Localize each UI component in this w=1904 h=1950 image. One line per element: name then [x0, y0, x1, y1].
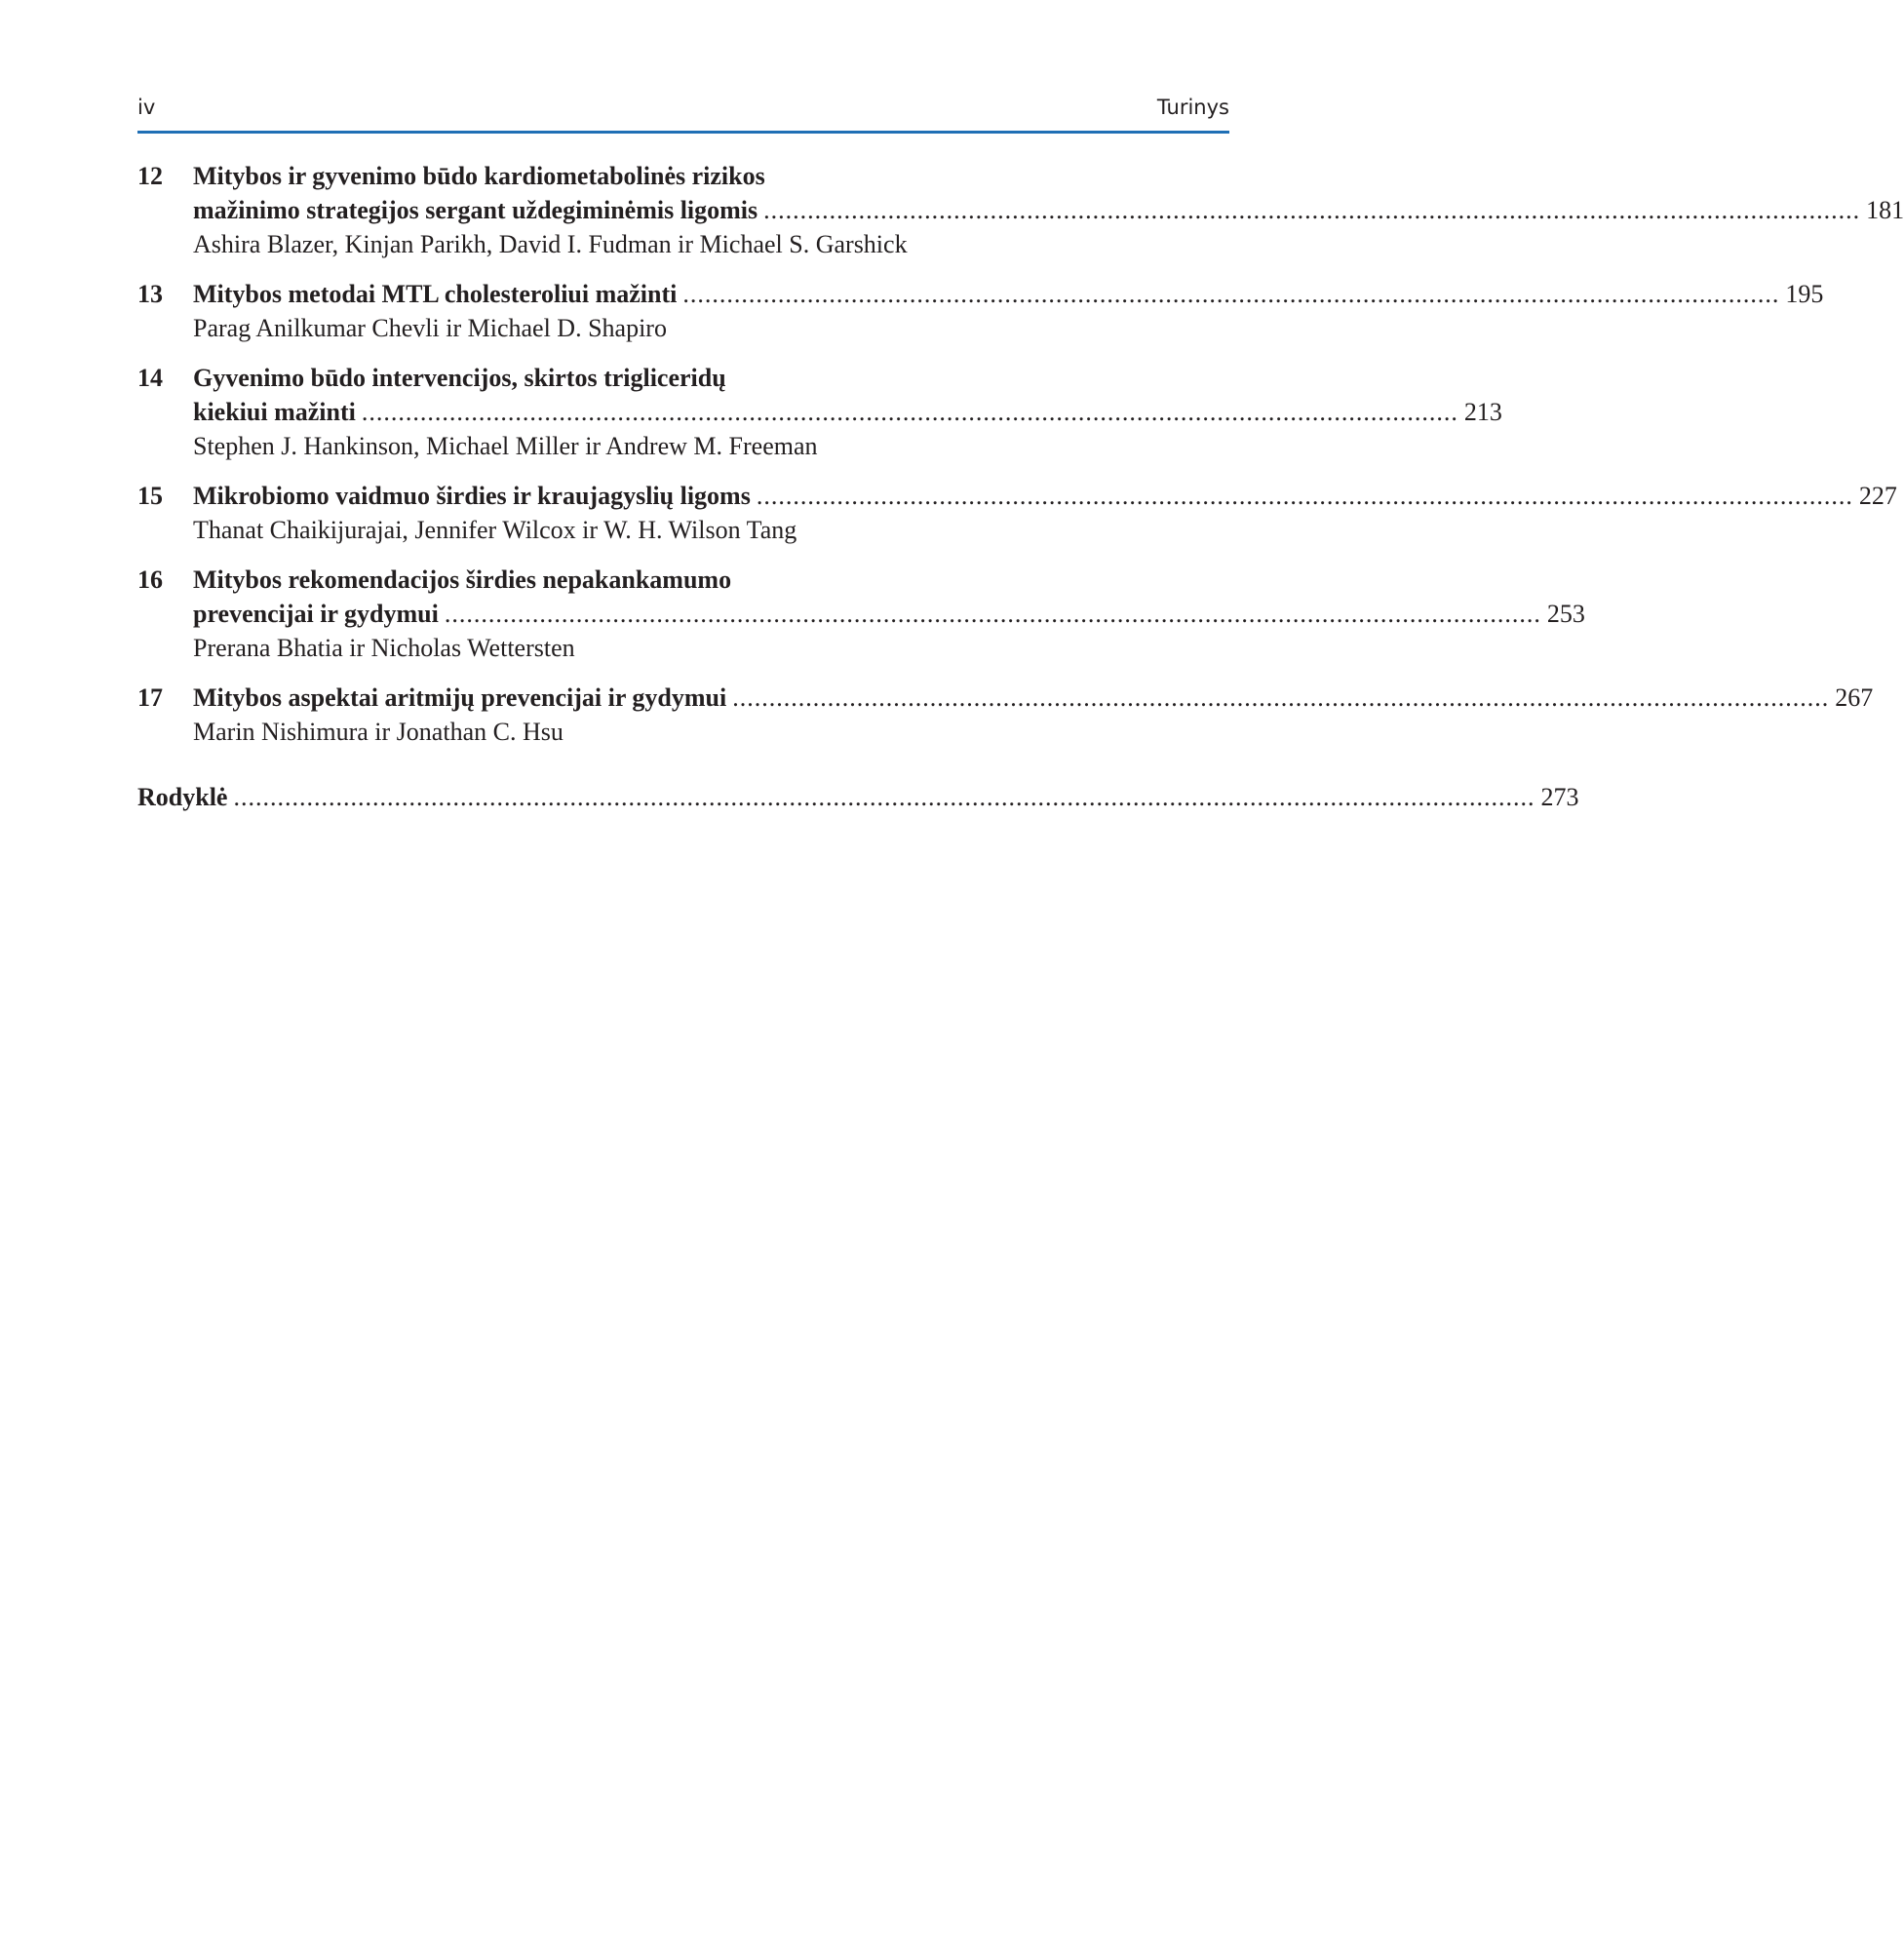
chapter-title-line: Mitybos metodai MTL cholesteroliui mažinti: [193, 280, 678, 308]
chapter-title-line: mažinimo strategijos sergant uždegiminėmis ligomis: [193, 196, 758, 224]
chapter-title-line: prevencijai ir gydymui: [193, 600, 439, 628]
dot-leader: ......................................................................................................................................................: [763, 196, 1861, 224]
dot-leader: ..................................................................................................................................................................................: [233, 783, 1535, 811]
chapter-title-line: Gyvenimo būdo intervencijos, skirtos trigliceridų: [193, 364, 726, 392]
chapter-authors: Parag Anilkumar Chevli ir Michael D. Shapiro: [193, 314, 667, 342]
index-label: Rodyklė: [137, 783, 228, 811]
chapter-number: 13: [137, 280, 163, 308]
toc-entry-body: [193, 361, 1502, 463]
chapter-title-line: Mitybos rekomendacijos širdies nepakankamumo: [193, 566, 732, 594]
chapter-authors: Thanat Chaikijurajai, Jennifer Wilcox ir W. H. Wilson Tang: [193, 516, 797, 544]
chapter-page-number: 181: [1866, 196, 1904, 224]
chapter-number: 12: [137, 162, 163, 190]
chapter-authors: Stephen J. Hankinson, Michael Miller ir Andrew M. Freeman: [193, 432, 818, 460]
toc-entry-15: [137, 479, 1897, 547]
chapter-title-leader-line: [193, 277, 1823, 311]
toc-entry-12: [137, 159, 1904, 261]
index-page-number: 273: [1540, 783, 1579, 811]
dot-leader: ......................................................................................................................................................: [682, 280, 1780, 308]
chapter-page-number: 267: [1835, 683, 1874, 712]
header-rule: [137, 131, 1229, 134]
toc-entry-body: [193, 681, 1873, 749]
chapter-title-leader-line: [193, 681, 1873, 715]
chapter-page-number: 213: [1463, 398, 1502, 426]
dot-leader: ......................................................................................................................................................: [732, 683, 1830, 712]
chapter-number: 14: [137, 364, 163, 392]
chapter-number: 17: [137, 683, 163, 712]
chapter-title-leader-line: [193, 479, 1897, 513]
toc-entry-16: [137, 563, 1585, 665]
chapter-number: 15: [137, 482, 163, 510]
running-section-title: Turinys: [1156, 96, 1229, 119]
chapter-authors: Ashira Blazer, Kinjan Parikh, David I. Fudman ir Michael S. Garshick: [193, 230, 908, 258]
chapter-title-leader-line: [193, 395, 1502, 429]
chapter-title-line: kiekiui mažinti: [193, 398, 356, 426]
chapter-title-leader-line: [193, 193, 1904, 227]
toc-entry-body: [193, 479, 1897, 547]
chapter-page-number: 253: [1546, 600, 1585, 628]
chapter-authors: Marin Nishimura ir Jonathan C. Hsu: [193, 718, 563, 746]
table-of-contents: [137, 159, 1904, 814]
toc-entry-body: [193, 159, 1904, 261]
chapter-page-number: 195: [1785, 280, 1824, 308]
toc-entry-body: [193, 277, 1823, 345]
dot-leader: ......................................................................................................................................................: [444, 600, 1541, 628]
toc-entry-14: [137, 361, 1502, 463]
toc-entry-body: [193, 563, 1585, 665]
chapter-authors: Prerana Bhatia ir Nicholas Wettersten: [193, 634, 575, 662]
dot-leader: ......................................................................................................................................................: [361, 398, 1458, 426]
toc-entry-13: [137, 277, 1824, 345]
chapter-title-leader-line: [193, 597, 1585, 631]
chapter-title-line: Mitybos ir gyvenimo būdo kardiometabolinės rizikos: [193, 162, 765, 190]
running-head: [137, 94, 1229, 123]
page-number: iv: [137, 96, 156, 119]
dot-leader: ......................................................................................................................................................: [756, 482, 1853, 510]
chapter-title-line: Mitybos aspektai aritmijų prevencijai ir gydymui: [193, 683, 727, 712]
toc-entry-17: [137, 681, 1874, 749]
chapter-page-number: 227: [1858, 482, 1897, 510]
toc-index-entry: [137, 780, 1579, 814]
chapter-title-line: Mikrobiomo vaidmuo širdies ir kraujagyslių ligoms: [193, 482, 751, 510]
chapter-number: 16: [137, 566, 163, 594]
